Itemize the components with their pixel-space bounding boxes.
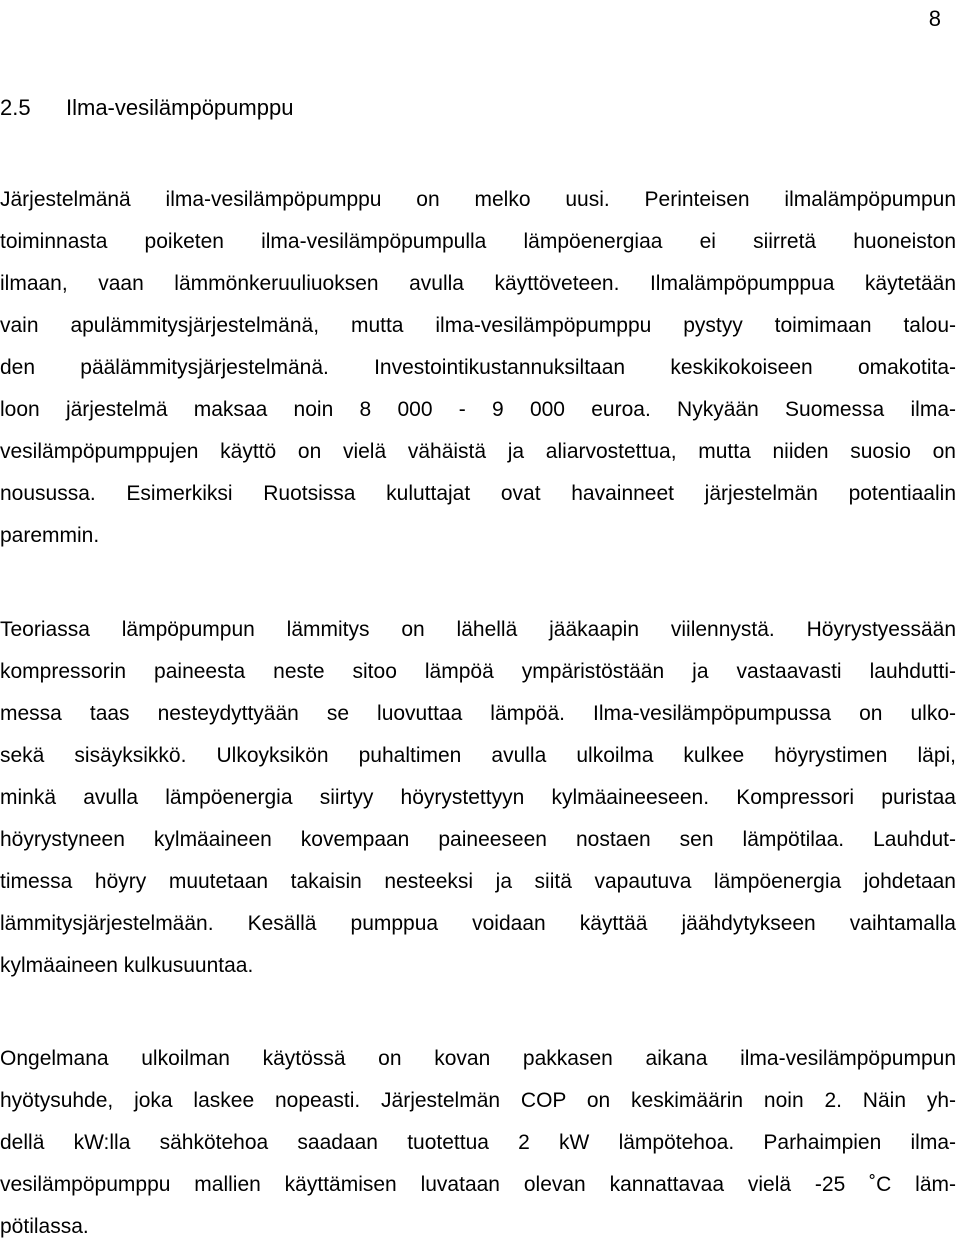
paragraph-line: pötilassa. — [0, 1215, 89, 1238]
paragraph-line: dellä kW:lla sähkötehoa saadaan tuotettua 2 kW lämpötehoa. Parhaimpien ilma- — [0, 1131, 956, 1154]
paragraph-line: Järjestelmänä ilma-vesilämpöpumppu on melko uusi. Perinteisen ilmalämpöpumpun — [0, 188, 956, 211]
page-number: 8 — [928, 6, 941, 31]
paragraph-line: nousussa. Esimerkiksi Ruotsissa kuluttajat ovat havainneet järjestelmän potentiaalin — [0, 482, 956, 505]
paragraph-line: sekä sisäyksikkö. Ulkoyksikön puhaltimen avulla ulkoilma kulkee höyrystimen läpi, — [0, 744, 956, 767]
paragraph-line: Ongelmana ulkoilman käytössä on kovan pakkasen aikana ilma-vesilämpöpumpun — [0, 1047, 956, 1070]
paragraph-line: kylmäaineen kulkusuuntaa. — [0, 954, 254, 977]
paragraph-line: vain apulämmitysjärjestelmänä, mutta ilma-vesilämpöpumppu pystyy toimimaan talou- — [0, 314, 956, 337]
paragraph-line: hyötysuhde, joka laskee nopeasti. Järjestelmän COP on keskimäärin noin 2. Näin yh- — [0, 1089, 956, 1112]
paragraph-line: vesilämpöpumppujen käyttö on vielä vähäistä ja aliarvostettua, mutta niiden suosio on — [0, 440, 956, 463]
paragraph-line: loon järjestelmä maksaa noin 8 000 - 9 000 euroa. Nykyään Suomessa ilma- — [0, 398, 956, 421]
paragraph-theory — [0, 609, 956, 987]
paragraph-line: paremmin. — [0, 524, 100, 547]
paragraph-line: toiminnasta poiketen ilma-vesilämpöpumpulla lämpöenergiaa ei siirretä huoneiston — [0, 230, 956, 253]
paragraph-line: höyrystyneen kylmäaineen kovempaan paineeseen nostaen sen lämpötilaa. Lauhdut- — [0, 828, 956, 851]
section-heading — [0, 95, 293, 121]
paragraph-line: kompressorin paineesta neste sitoo lämpöä ympäristöstään ja vastaavasti lauhdutti- — [0, 660, 956, 683]
section-number: 2.5 — [0, 95, 31, 120]
paragraph-intro — [0, 179, 956, 557]
paragraph-line: minkä avulla lämpöenergia siirtyy höyrystettyyn kylmäaineeseen. Kompressori puristaa — [0, 786, 956, 809]
paragraph-line: ilmaan, vaan lämmönkeruuliuoksen avulla käyttöveteen. Ilmalämpöpumppua käytetään — [0, 272, 956, 295]
paragraph-problem — [0, 1038, 956, 1248]
paragraph-line: lämmitysjärjestelmään. Kesällä pumppua voidaan käyttää jäähdytykseen vaihtamalla — [0, 912, 956, 935]
paragraph-line: Teoriassa lämpöpumpun lämmitys on lähellä jääkaapin viilennystä. Höyrystyessään — [0, 618, 956, 641]
section-title: Ilma-vesilämpöpumppu — [66, 95, 294, 120]
paragraph-line: timessa höyry muutetaan takaisin nesteeksi ja siitä vapautuva lämpöenergia johdetaan — [0, 870, 956, 893]
paragraph-line: messa taas nesteydyttyään se luovuttaa lämpöä. Ilma-vesilämpöpumpussa on ulko- — [0, 702, 956, 725]
paragraph-line: vesilämpöpumppu mallien käyttämisen luvataan olevan kannattavaa vielä -25 ˚C läm- — [0, 1173, 956, 1196]
paragraph-line: den päälämmitysjärjestelmänä. Investointikustannuksiltaan keskikokoiseen omakotita- — [0, 356, 956, 379]
